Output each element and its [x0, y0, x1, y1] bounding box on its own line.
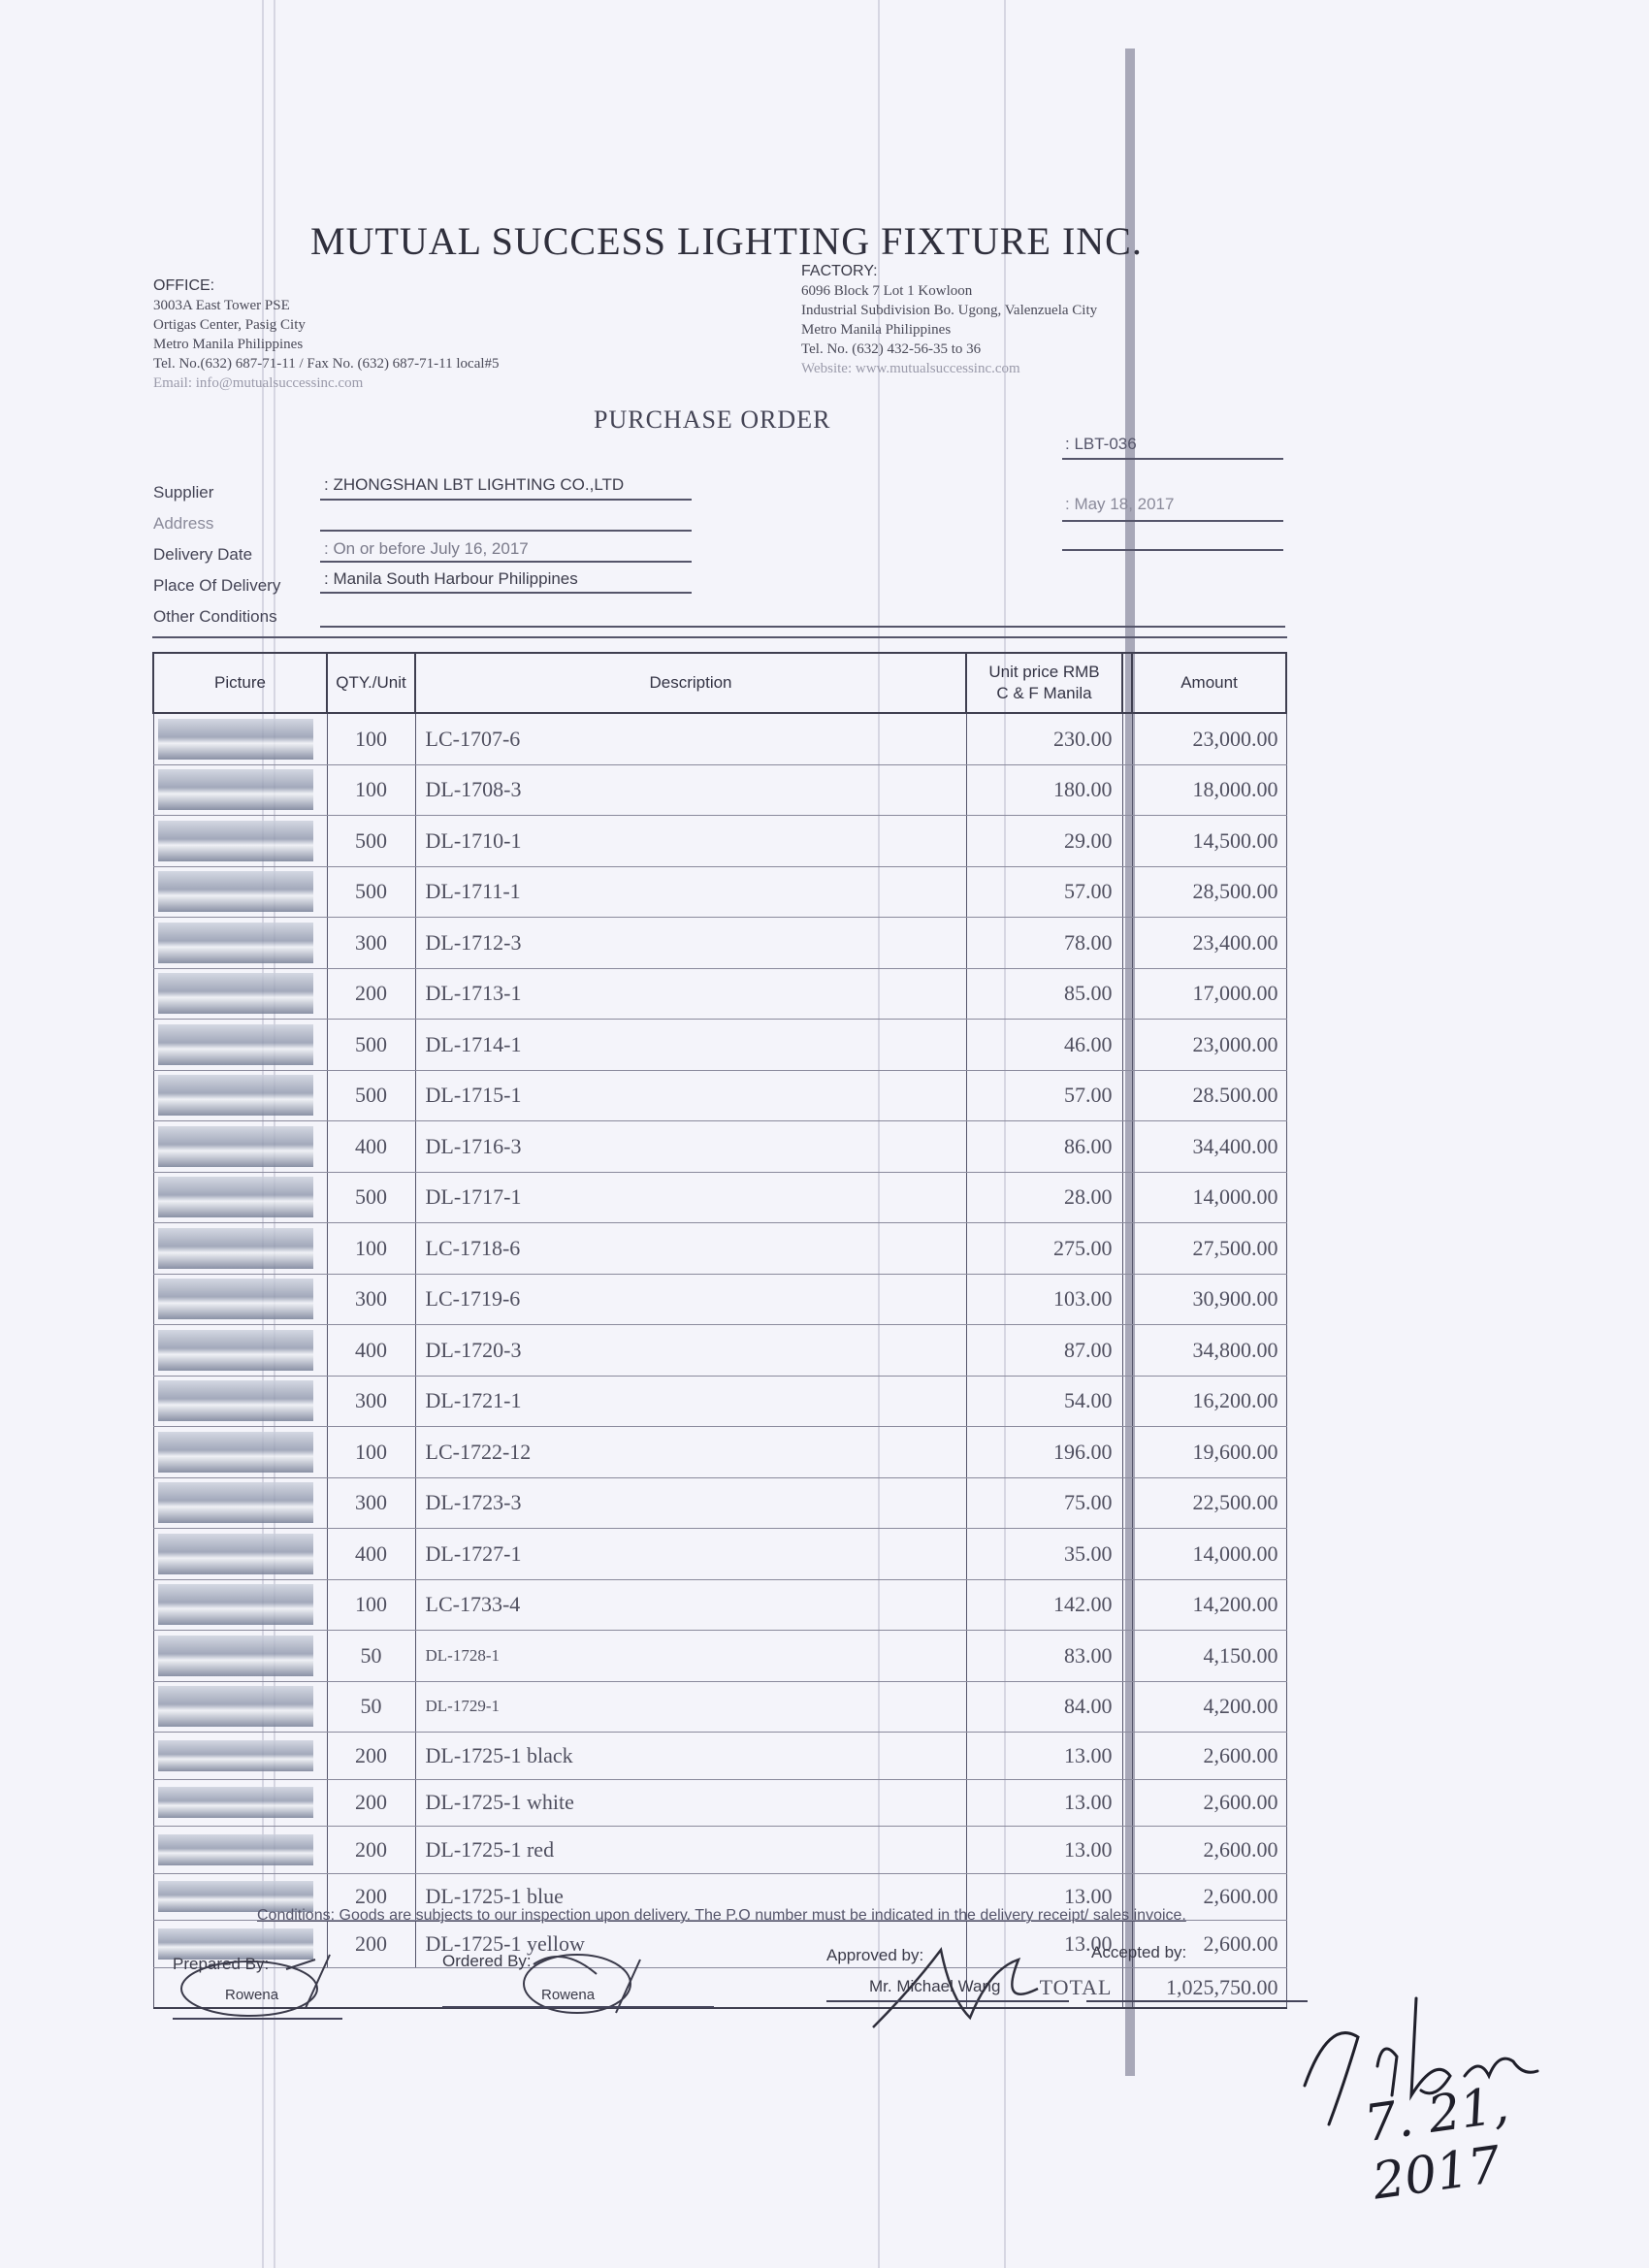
amount-cell: 23,000.00 [1132, 1020, 1286, 1071]
qty-cell: 200 [327, 1733, 415, 1780]
description-cell: DL-1716-3 [415, 1121, 966, 1173]
product-photo [158, 1075, 313, 1116]
product-photo-cell [153, 1020, 327, 1071]
office-line: Tel. No.(632) 687-71-11 / Fax No. (632) 687-71-11 local#5 [153, 356, 500, 372]
header-unit-price-line1: Unit price RMB [988, 663, 1100, 681]
table-row [153, 1779, 1286, 1827]
amount-cell: 16,200.00 [1132, 1376, 1286, 1427]
unit-price-cell: 57.00 [966, 866, 1122, 918]
description-cell: DL-1725-1 white [415, 1779, 966, 1827]
header-separator [152, 636, 1287, 638]
table-row [153, 1223, 1286, 1275]
field-line [320, 499, 692, 501]
po-blank-line [1062, 549, 1283, 551]
gap-cell [1122, 1274, 1132, 1325]
qty-cell: 200 [327, 1921, 415, 1968]
product-photo [158, 1482, 313, 1523]
amount-cell: 34,800.00 [1132, 1325, 1286, 1377]
factory-address-block [801, 262, 1097, 378]
table-row [153, 1121, 1286, 1173]
product-photo-cell [153, 1325, 327, 1377]
amount-cell: 30,900.00 [1132, 1274, 1286, 1325]
prepared-by-name: Rowena [225, 1987, 279, 2003]
product-photo-cell [153, 1121, 327, 1173]
gap-cell [1122, 1827, 1132, 1874]
amount-cell: 14,500.00 [1132, 816, 1286, 867]
accepted-by-line [1086, 2000, 1308, 2002]
table-row [153, 1827, 1286, 1874]
amount-cell: 4,200.00 [1132, 1681, 1286, 1733]
field-value-place-of-delivery: : Manila South Harbour Philippines [324, 569, 578, 588]
product-photo [158, 1636, 313, 1676]
amount-cell: 4,150.00 [1132, 1631, 1286, 1682]
unit-price-cell: 86.00 [966, 1121, 1122, 1173]
table-row [153, 1477, 1286, 1529]
gap-cell [1122, 764, 1132, 816]
gap-cell [1122, 1427, 1132, 1478]
product-photo-cell [153, 1827, 327, 1874]
document-title: PURCHASE ORDER [594, 405, 831, 434]
table-row [153, 816, 1286, 867]
field-value-delivery-date: : On or before July 16, 2017 [324, 539, 529, 558]
prepared-by-signature [170, 1950, 344, 2027]
field-label-address: Address [153, 514, 214, 533]
unit-price-cell: 78.00 [966, 918, 1122, 969]
table-row [153, 918, 1286, 969]
product-photo-cell [153, 1779, 327, 1827]
description-cell: DL-1728-1 [415, 1631, 966, 1682]
table-row [153, 866, 1286, 918]
gap-cell [1122, 1779, 1132, 1827]
amount-cell: 27,500.00 [1132, 1223, 1286, 1275]
gap-cell [1122, 1172, 1132, 1223]
product-photo-cell [153, 1274, 327, 1325]
ordered-by-line [442, 2006, 714, 2008]
prepared-by-label: Prepared By: [173, 1955, 270, 1973]
unit-price-cell: 230.00 [966, 713, 1122, 764]
table-row [153, 1172, 1286, 1223]
amount-cell: 34,400.00 [1132, 1121, 1286, 1173]
unit-price-cell: 13.00 [966, 1733, 1122, 1780]
amount-cell: 14,000.00 [1132, 1172, 1286, 1223]
product-photo-cell [153, 764, 327, 816]
table-row [153, 1427, 1286, 1478]
gap-cell [1122, 1733, 1132, 1780]
description-cell: DL-1710-1 [415, 816, 966, 867]
description-cell: DL-1725-1 blue [415, 1873, 966, 1921]
field-label-supplier: Supplier [153, 483, 214, 502]
table-row [153, 1579, 1286, 1631]
description-cell: DL-1715-1 [415, 1070, 966, 1121]
qty-cell: 50 [327, 1631, 415, 1682]
product-photo-cell [153, 1477, 327, 1529]
table-row [153, 1020, 1286, 1071]
gap-cell [1122, 1070, 1132, 1121]
table-row [153, 1529, 1286, 1580]
gap-cell [1122, 1223, 1132, 1275]
company-name: MUTUAL SUCCESS LIGHTING FIXTURE INC. [310, 219, 1143, 263]
unit-price-cell: 46.00 [966, 1020, 1122, 1071]
amount-cell: 2,600.00 [1132, 1921, 1286, 1968]
description-cell: LC-1722-12 [415, 1427, 966, 1478]
header-unit-price-line2: C & F Manila [996, 684, 1092, 702]
product-photo [158, 769, 313, 810]
qty-cell: 400 [327, 1325, 415, 1377]
amount-cell: 2,600.00 [1132, 1827, 1286, 1874]
unit-price-cell: 103.00 [966, 1274, 1122, 1325]
product-photo [158, 1177, 313, 1217]
qty-cell: 500 [327, 866, 415, 918]
description-cell: DL-1713-1 [415, 968, 966, 1020]
unit-price-cell: 13.00 [966, 1921, 1122, 1968]
qty-cell: 400 [327, 1529, 415, 1580]
header-amount: Amount [1132, 653, 1286, 713]
qty-cell: 500 [327, 1070, 415, 1121]
ordered-by-signature [504, 1935, 679, 2023]
unit-price-cell: 13.00 [966, 1873, 1122, 1921]
items-table [152, 652, 1287, 2009]
po-date: : May 18, 2017 [1065, 495, 1175, 513]
gap-cell [1122, 1325, 1132, 1377]
amount-cell: 28,500.00 [1132, 866, 1286, 918]
description-cell: DL-1725-1 red [415, 1827, 966, 1874]
unit-price-cell: 57.00 [966, 1070, 1122, 1121]
product-photo-cell [153, 1172, 327, 1223]
header-gap [1122, 653, 1132, 713]
amount-cell: 23,400.00 [1132, 918, 1286, 969]
factory-heading: FACTORY: [801, 263, 878, 279]
gap-cell [1122, 1477, 1132, 1529]
field-line [320, 626, 1285, 628]
unit-price-cell: 85.00 [966, 968, 1122, 1020]
table-row [153, 968, 1286, 1020]
approved-by-label: Approved by: [826, 1946, 924, 1964]
conditions-text: Conditions: Goods are subjects to our inspection upon delivery. The P.O number must be indicated in the delivery receipt/ sales invoice. [257, 1907, 1186, 1924]
po-date-line [1062, 520, 1283, 522]
qty-cell: 300 [327, 1477, 415, 1529]
gap-cell [1122, 1579, 1132, 1631]
product-photo [158, 973, 313, 1014]
description-cell: LC-1707-6 [415, 713, 966, 764]
unit-price-cell: 196.00 [966, 1427, 1122, 1478]
field-value-supplier: : ZHONGSHAN LBT LIGHTING CO.,LTD [324, 475, 625, 494]
field-label-delivery-date: Delivery Date [153, 545, 253, 564]
unit-price-cell: 83.00 [966, 1631, 1122, 1682]
field-line [320, 592, 692, 594]
field-label-place-of-delivery: Place Of Delivery [153, 576, 281, 595]
qty-cell: 300 [327, 1274, 415, 1325]
factory-line: Website: www.mutualsuccessinc.com [801, 361, 1020, 376]
description-cell: DL-1729-1 [415, 1681, 966, 1733]
product-photo [158, 1228, 313, 1269]
amount-cell: 14,000.00 [1132, 1529, 1286, 1580]
gap-cell [1122, 918, 1132, 969]
qty-cell: 200 [327, 968, 415, 1020]
field-line [320, 530, 692, 532]
product-photo-cell [153, 866, 327, 918]
table-row [153, 764, 1286, 816]
unit-price-cell: 142.00 [966, 1579, 1122, 1631]
table-row [153, 1681, 1286, 1733]
qty-cell: 100 [327, 1427, 415, 1478]
qty-cell: 400 [327, 1121, 415, 1173]
product-photo [158, 1834, 313, 1865]
qty-cell: 50 [327, 1681, 415, 1733]
product-photo-cell [153, 1733, 327, 1780]
gap-cell [1122, 968, 1132, 1020]
factory-line: 6096 Block 7 Lot 1 Kowloon [801, 283, 973, 299]
gap-cell [1122, 1681, 1132, 1733]
product-photo [158, 871, 313, 912]
qty-cell: 300 [327, 918, 415, 969]
table-row [153, 1274, 1286, 1325]
product-photo [158, 1126, 313, 1167]
gap-cell [1122, 1529, 1132, 1580]
amount-cell: 2,600.00 [1132, 1733, 1286, 1780]
amount-cell: 14,200.00 [1132, 1579, 1286, 1631]
unit-price-cell: 75.00 [966, 1477, 1122, 1529]
factory-line: Metro Manila Philippines [801, 322, 952, 338]
header-description: Description [415, 653, 966, 713]
gap-cell [1122, 713, 1132, 764]
description-cell: LC-1718-6 [415, 1223, 966, 1275]
approved-by-line [826, 2000, 1069, 2002]
product-photo [158, 1686, 313, 1727]
approved-by-signature [854, 1930, 1067, 2047]
description-cell: DL-1708-3 [415, 764, 966, 816]
product-photo [158, 923, 313, 963]
product-photo [158, 1740, 313, 1771]
table-row [153, 1733, 1286, 1780]
product-photo-cell [153, 1376, 327, 1427]
qty-cell: 200 [327, 1827, 415, 1874]
product-photo [158, 1279, 313, 1319]
product-photo-cell [153, 1070, 327, 1121]
description-cell: DL-1717-1 [415, 1172, 966, 1223]
office-line: 3003A East Tower PSE [153, 298, 290, 313]
product-photo-cell [153, 1223, 327, 1275]
product-photo [158, 1787, 313, 1818]
product-photo-cell [153, 968, 327, 1020]
description-cell: DL-1725-1 black [415, 1733, 966, 1780]
qty-cell: 100 [327, 713, 415, 764]
total-value: 1,025,750.00 [1132, 1967, 1286, 2008]
description-cell: DL-1712-3 [415, 918, 966, 969]
amount-cell: 2,600.00 [1132, 1779, 1286, 1827]
unit-price-cell: 13.00 [966, 1827, 1122, 1874]
description-cell: DL-1723-3 [415, 1477, 966, 1529]
qty-cell: 300 [327, 1376, 415, 1427]
unit-price-cell: 84.00 [966, 1681, 1122, 1733]
product-photo [158, 1380, 313, 1421]
description-cell: DL-1721-1 [415, 1376, 966, 1427]
gap-cell [1122, 1631, 1132, 1682]
qty-cell: 100 [327, 764, 415, 816]
handwritten-date: 7. 21, 2017 [1361, 2076, 1512, 2212]
office-line: Ortigas Center, Pasig City [153, 317, 306, 333]
qty-cell: 200 [327, 1779, 415, 1827]
product-photo-cell [153, 1529, 327, 1580]
gap-cell [1122, 1020, 1132, 1071]
amount-cell: 23,000.00 [1132, 713, 1286, 764]
product-photo-cell [153, 1579, 327, 1631]
field-line [320, 561, 692, 563]
qty-cell: 200 [327, 1873, 415, 1921]
unit-price-cell: 180.00 [966, 764, 1122, 816]
description-cell: LC-1733-4 [415, 1579, 966, 1631]
ordered-by-label: Ordered By: [442, 1952, 532, 1970]
amount-cell: 17,000.00 [1132, 968, 1286, 1020]
product-photo [158, 1534, 313, 1574]
product-photo-cell [153, 1631, 327, 1682]
unit-price-cell: 29.00 [966, 816, 1122, 867]
table-row [153, 1631, 1286, 1682]
qty-cell: 500 [327, 1020, 415, 1071]
accepted-by-label: Accepted by: [1091, 1943, 1187, 1961]
product-photo-cell [153, 816, 327, 867]
factory-line: Industrial Subdivision Bo. Ugong, Valenzuela City [801, 303, 1098, 318]
description-cell: DL-1725-1 yellow [415, 1921, 966, 1968]
header-picture: Picture [153, 653, 327, 713]
office-line: Email: info@mutualsuccessinc.com [153, 375, 364, 391]
unit-price-cell: 13.00 [966, 1779, 1122, 1827]
ordered-by-name: Rowena [541, 1987, 596, 2003]
description-cell: LC-1719-6 [415, 1274, 966, 1325]
prepared-by-line [173, 2018, 342, 2020]
product-photo [158, 719, 313, 760]
office-heading: OFFICE: [153, 277, 215, 294]
amount-cell: 19,600.00 [1132, 1427, 1286, 1478]
product-photo-cell [153, 918, 327, 969]
total-label: TOTAL [966, 1967, 1122, 2008]
product-photo [158, 1432, 313, 1473]
qty-cell: 100 [327, 1579, 415, 1631]
unit-price-cell: 28.00 [966, 1172, 1122, 1223]
office-line: Metro Manila Philippines [153, 337, 304, 352]
table-row [153, 1325, 1286, 1377]
amount-cell: 28.500.00 [1132, 1070, 1286, 1121]
description-cell: DL-1727-1 [415, 1529, 966, 1580]
product-photo [158, 1584, 313, 1625]
product-photo [158, 1330, 313, 1371]
gap-cell [1122, 1376, 1132, 1427]
po-number-line [1062, 458, 1283, 460]
qty-cell: 100 [327, 1223, 415, 1275]
table-row [153, 713, 1286, 764]
approved-by-name: Mr. Michael Wang [869, 1977, 1001, 1995]
description-cell: DL-1711-1 [415, 866, 966, 918]
unit-price-cell: 35.00 [966, 1529, 1122, 1580]
description-cell: DL-1720-3 [415, 1325, 966, 1377]
header-unit-price [966, 653, 1122, 713]
description-cell: DL-1714-1 [415, 1020, 966, 1071]
qty-cell: 500 [327, 816, 415, 867]
field-label-other-conditions: Other Conditions [153, 607, 277, 626]
gap-cell [1122, 816, 1132, 867]
table-row [153, 1376, 1286, 1427]
qty-cell: 500 [327, 1172, 415, 1223]
product-photo [158, 1024, 313, 1065]
unit-price-cell: 54.00 [966, 1376, 1122, 1427]
po-number: : LBT-036 [1065, 435, 1137, 453]
amount-cell: 18,000.00 [1132, 764, 1286, 816]
gap-cell [1122, 1121, 1132, 1173]
unit-price-cell: 275.00 [966, 1223, 1122, 1275]
unit-price-cell: 87.00 [966, 1325, 1122, 1377]
factory-line: Tel. No. (632) 432-56-35 to 36 [801, 341, 982, 357]
table-header-row [153, 653, 1286, 713]
product-photo-cell [153, 713, 327, 764]
amount-cell: 2,600.00 [1132, 1873, 1286, 1921]
office-address-block [153, 276, 500, 393]
amount-cell: 22,500.00 [1132, 1477, 1286, 1529]
product-photo-cell [153, 1681, 327, 1733]
gap-cell [1122, 866, 1132, 918]
table-row [153, 1070, 1286, 1121]
product-photo-cell [153, 1427, 327, 1478]
product-photo [158, 821, 313, 861]
header-qty: QTY./Unit [327, 653, 415, 713]
